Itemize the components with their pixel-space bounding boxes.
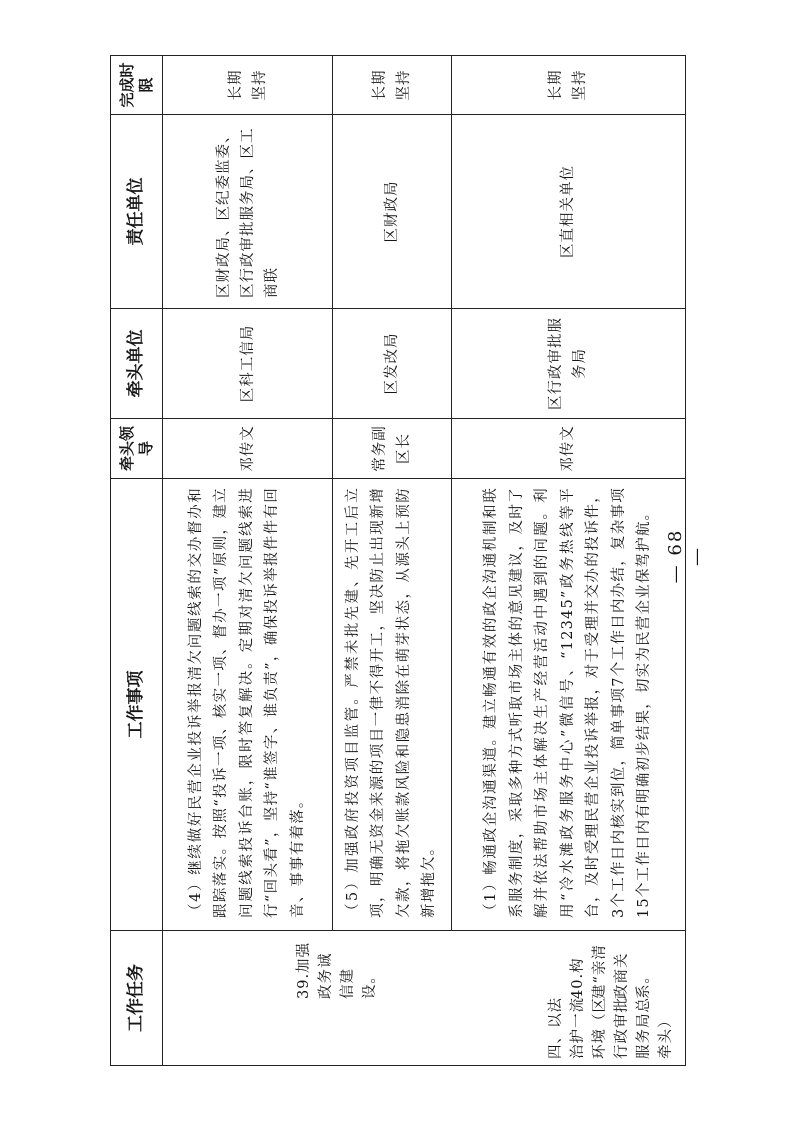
lead-text: 邓传文 [560,425,577,472]
item-text: （5）加强政府投资项目监管。严禁未批先建、先开工后立项，明确无资金来源的项目一律不得开工，坚决防止出现新增欠款，将拖欠账款风险和隐患消除在萌芽状态，从源头上预防新增拖欠。 [344,487,438,918]
header-lead: 牵头领导 [111,419,163,479]
resp-cell [451,115,685,309]
table-row [333,56,451,1066]
lead-text: 常务副区长 [371,425,412,472]
rotated-table-sheet [110,56,684,1066]
resp-cell [163,115,333,309]
resp-cell [333,115,451,309]
time-text: 长期坚持 [548,69,589,101]
header-resp: 责任单位 [111,115,163,309]
time-cell [451,56,685,115]
table-row [451,56,685,1066]
table-row [163,56,333,1066]
lead-cell [163,419,333,479]
task-group-label: 四、以法治护一流环境（区行政审批服务局总牵头） [548,997,674,1059]
time-text: 长期坚持 [227,69,268,101]
time-text: 长期坚持 [371,69,412,101]
lead-text: 邓传文 [239,425,256,472]
dept-text: 区行政审批服务局 [548,317,589,410]
task-cell [163,931,686,1066]
lead-cell [333,419,451,479]
item-cell [333,479,451,931]
dept-cell [333,309,451,419]
subtask-39-label: 39.加强政务诚信建设。 [296,941,378,999]
item-cell [163,479,333,931]
dept-cell [163,309,333,419]
table-header-row [111,56,163,1066]
header-item: 工作事项 [111,479,163,931]
dept-cell [451,309,685,419]
lead-cell [451,419,685,479]
dept-text: 区科工信局 [239,324,256,403]
time-cell [333,56,451,115]
resp-text: 区财政局、区纪委监委、区行政审批服务局、区工商联 [215,127,280,298]
header-task: 工作任务 [111,931,163,1066]
dept-text: 区发改局 [383,332,400,395]
page-number: — 68 — [665,528,707,584]
subtask-40-label: 40.构建“亲清政商关系。 [570,944,652,999]
resp-text: 区财政局 [383,180,400,243]
header-time: 完成时限 [111,56,163,115]
item-cell [451,479,685,931]
item-text: （1）畅通政企沟通渠道。建立畅通有效的政企沟通机制和联系服务制度，采取多种方式听取市场主体的意见建议，及时了解并依法帮助市场主体解决生产经营活动中遇到的问题。利用“冷水滩政务服务中心”微信号、“12345”政务热线等平台，及时受理民营企业投诉举报，对于受理并交办的投诉件，3个工作日内核实到位，简单事项7个工作日内办结，复杂事项15个工作日内有明确初步结果，切实为民营企业保驾护航。 [483,487,653,918]
item-text: （4）继续做好民营企业投诉举报清欠问题线索的交办督办和跟踪落实。按照“投诉一项、核实一项、督办一项”原则，建立问题线索投诉台账，限时答复解决。定期对清欠问题线索进行“回头看”，坚持“谁签字、谁负责”，确保投诉举报件件有回音、事事有着落。 [187,487,306,918]
task-table [110,55,686,1066]
header-dept: 牵头单位 [111,309,163,419]
resp-text: 区直相关单位 [560,165,577,258]
time-cell [163,56,333,115]
